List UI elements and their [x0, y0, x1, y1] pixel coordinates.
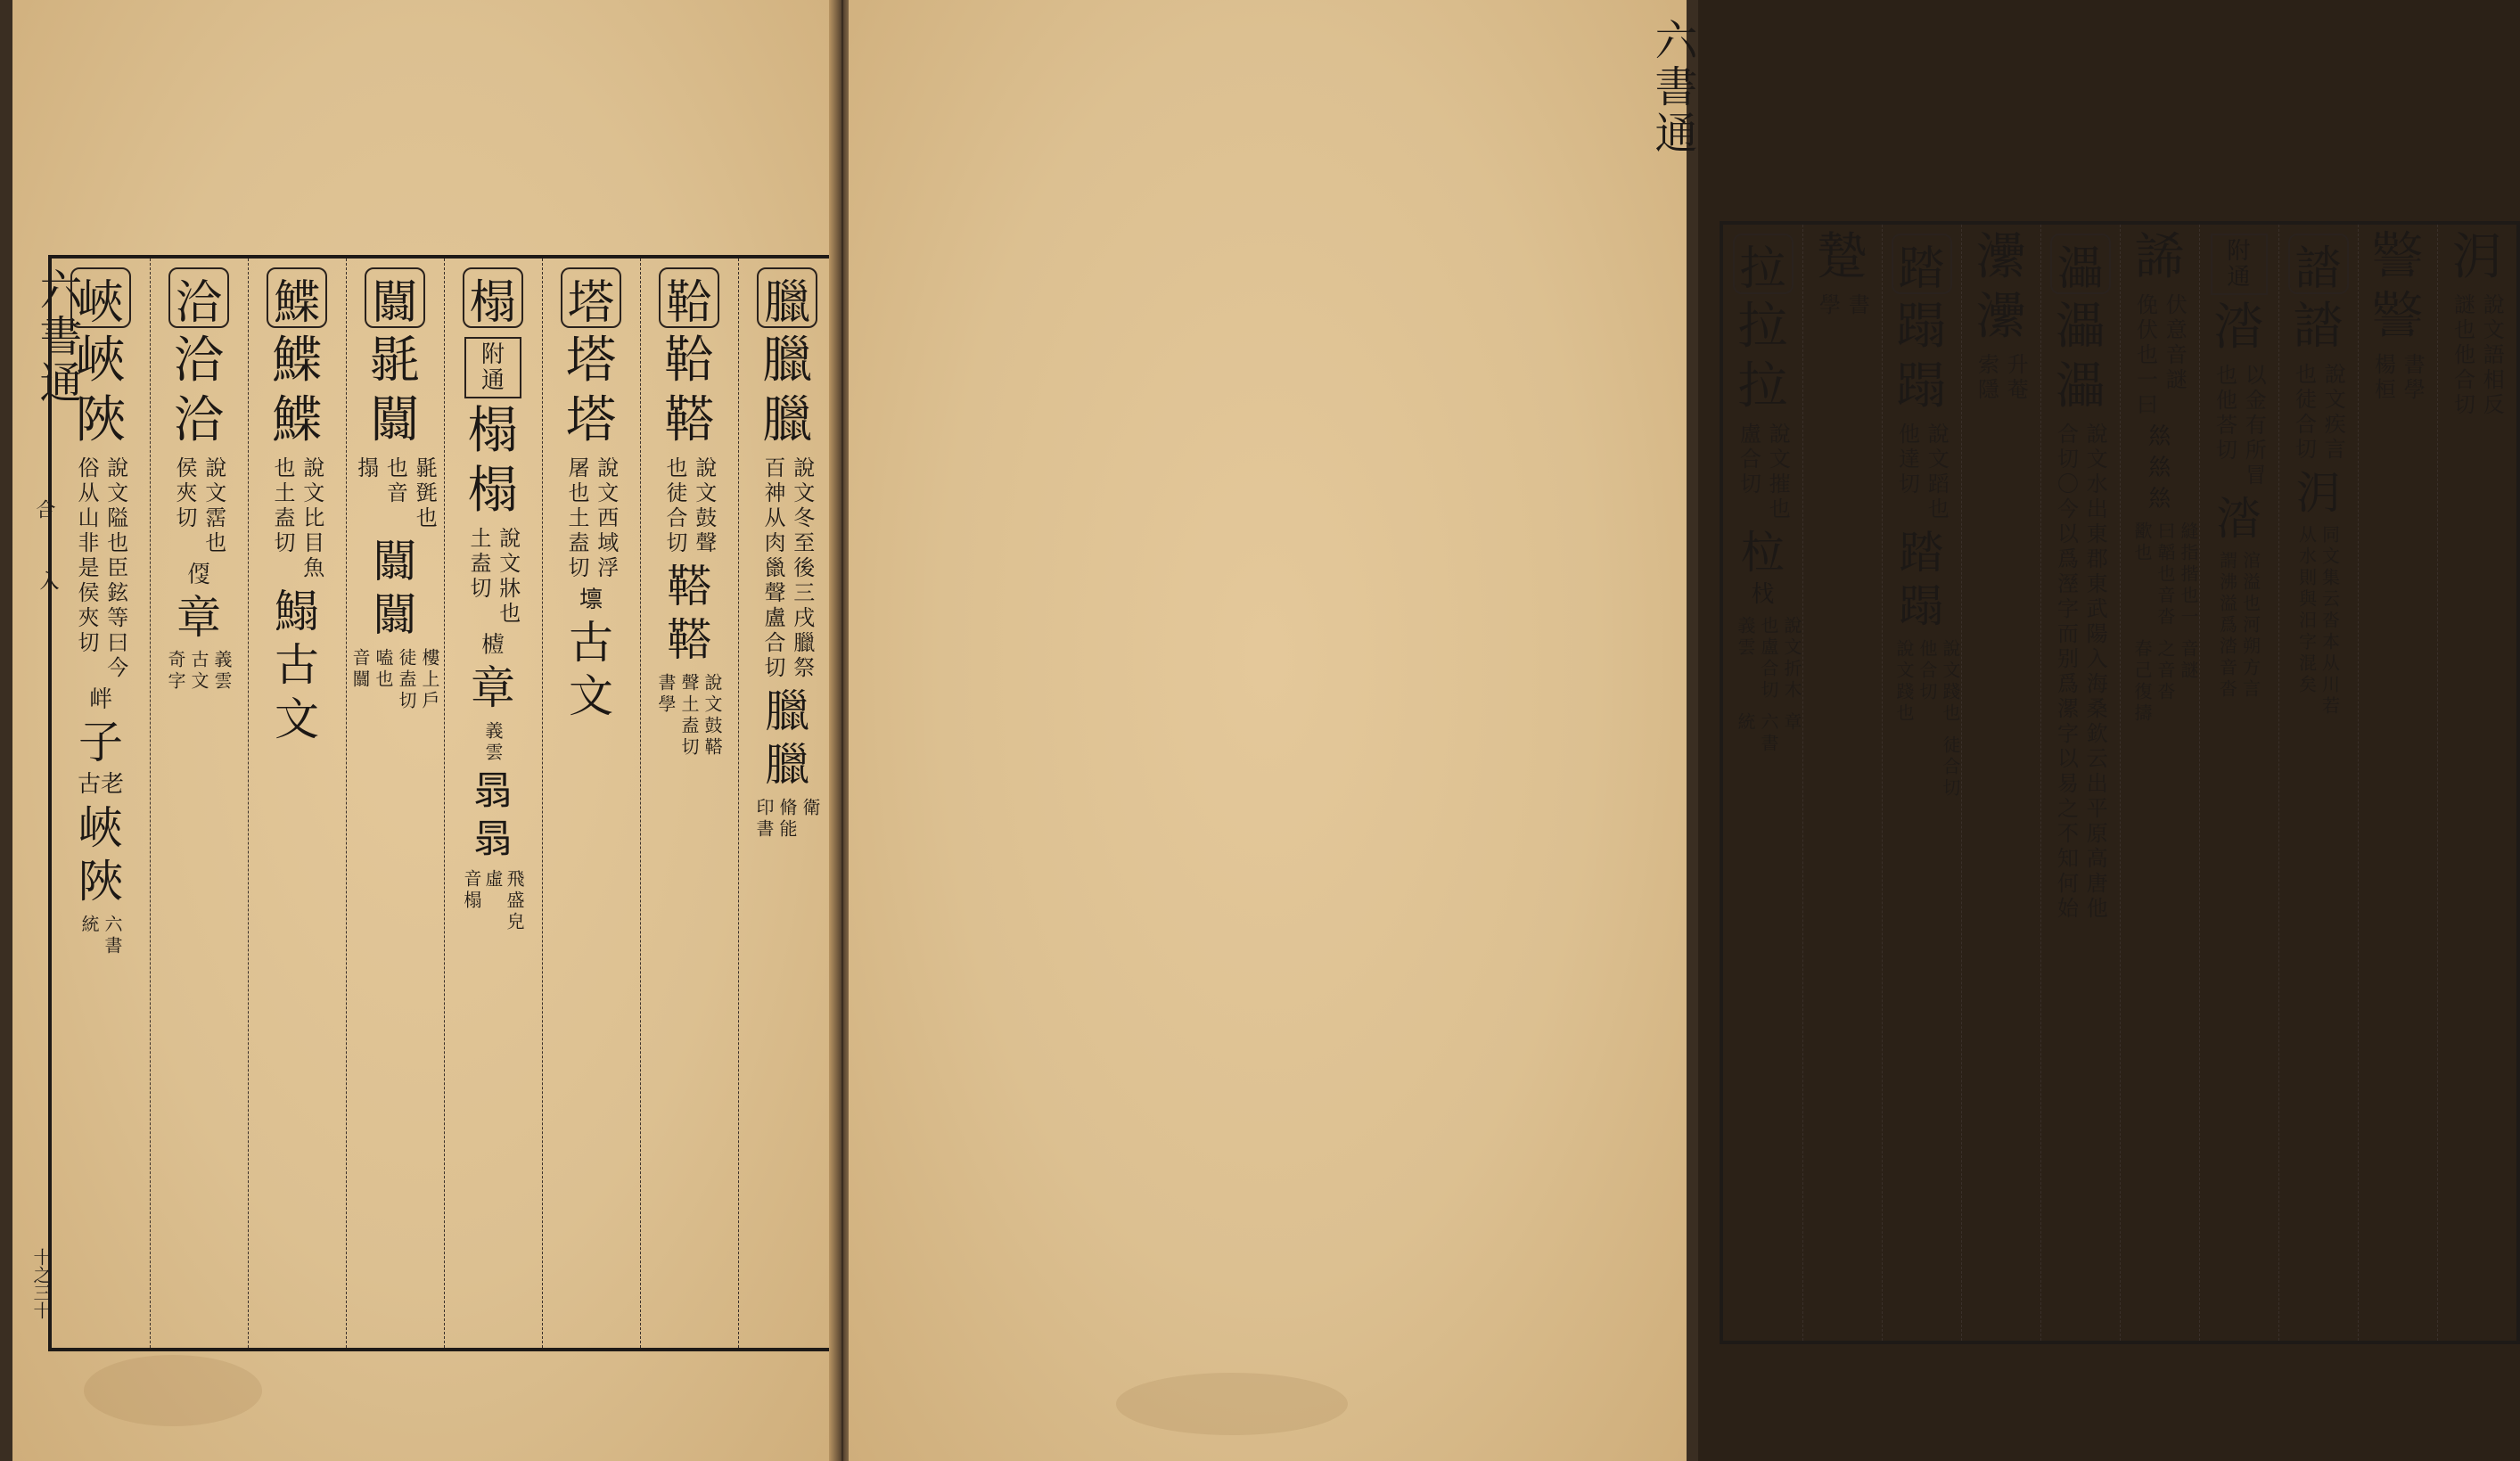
seal-script-glyph: 誻	[2293, 298, 2344, 356]
seal-script-glyph: 峽	[76, 332, 126, 390]
entry-headword-box: 鰈	[267, 267, 327, 328]
variant-glyph: 陜	[78, 856, 123, 908]
entry-headword-box: 榻	[463, 267, 523, 328]
variant-glyph: 臘	[765, 739, 809, 792]
variant-glyph: 文	[569, 670, 613, 723]
seal-script-glyph: 𧭁	[2372, 287, 2423, 346]
annotation-group	[269, 447, 324, 581]
source-note: 徒盍切	[396, 647, 417, 712]
source-note: 聲土盍切	[678, 672, 700, 759]
source-note: 義雲	[211, 650, 233, 694]
source-note: 印書	[753, 797, 775, 841]
variant-glyph: 章	[471, 662, 515, 715]
variant-glyph: 𠊳	[186, 561, 210, 588]
annotation-text: 毾㲪也	[412, 456, 438, 531]
variant-glyph: 闒	[373, 535, 417, 587]
source-note: 春己復擣	[2131, 638, 2153, 725]
annotation-text: 索隱	[1974, 352, 1999, 403]
annotation-text: 謎也他合切	[2450, 292, 2475, 418]
entry-headword-box: 誻	[2288, 234, 2349, 294]
source-note-group	[2296, 516, 2341, 718]
right-page	[849, 0, 2505, 1461]
appendix-marker-char: 附	[480, 341, 505, 368]
seal-script-glyph: 𧭁	[2372, 228, 2423, 286]
source-note-group	[2217, 542, 2261, 701]
annotation-text: 書	[1844, 292, 1870, 318]
variant-glyph: 古	[569, 616, 613, 669]
seal-script-glyph: 㳉	[2451, 228, 2502, 286]
seal-script-glyph: 洽	[174, 390, 224, 449]
source-note-group	[1882, 630, 1961, 800]
annotation-text: 俗从山非是侯夾切	[74, 456, 99, 656]
source-note-group	[1723, 607, 1802, 755]
source-note: 歠也	[2131, 521, 2153, 564]
annotation-text: 也他荅切	[2212, 363, 2237, 464]
appendix-marker	[2211, 234, 2268, 295]
variant-glyph: 古老	[77, 771, 124, 799]
seal-script-glyph: 毾	[370, 332, 420, 390]
seal-script-glyph: 㵽	[2055, 357, 2105, 415]
appendix-glyph: 𦐇	[473, 816, 513, 862]
left-page	[12, 0, 841, 1461]
folio-number: 十之三十	[30, 1248, 52, 1319]
annotation-text: 也土盍切	[270, 456, 295, 556]
annotation-text: 俛伏也一曰	[2132, 292, 2158, 418]
entry-column	[1961, 225, 2040, 1341]
source-note: 嗑也	[373, 647, 394, 691]
annotation-group	[2132, 284, 2188, 418]
seal-script-glyph: 洽	[174, 332, 224, 390]
source-note: 六書	[102, 914, 123, 957]
variant-glyph: 𣛼	[480, 631, 505, 659]
annotation-text: 說文語相反	[2479, 292, 2505, 418]
appendix-marker-char: 附	[2227, 238, 2251, 265]
entry-column	[738, 259, 836, 1348]
seal-script-glyph: 榻	[468, 461, 518, 520]
seal-script-glyph: 臘	[762, 390, 812, 449]
annotation-text: 屠也土盍切	[564, 456, 589, 581]
entry-headword-box: 鞈	[659, 267, 719, 328]
margin-title-left: 六書通	[32, 267, 82, 406]
entry-column	[444, 259, 542, 1348]
source-note: 書學	[655, 672, 677, 716]
source-note: 也盧合切	[1758, 616, 1779, 702]
variant-glyph: 臘	[765, 685, 809, 737]
variant-glyph: 章	[176, 591, 221, 644]
variant-glyph: 𢇃	[2147, 486, 2171, 513]
entry-headword-box: 峽	[70, 267, 131, 328]
variant-glyph: 𢇃	[2147, 455, 2171, 482]
entry-column	[1882, 225, 1961, 1341]
source-note: 涫溢也河朔方言	[2239, 551, 2261, 702]
margin-rhyme: 合	[33, 499, 55, 519]
annotation-text: 說文摧也	[1765, 422, 1791, 522]
entry-headword-box: 㵽	[2050, 234, 2111, 294]
variant-glyph: 蹋	[1899, 580, 1944, 633]
variant-glyph: 子	[78, 716, 123, 768]
appendix-note: 飛盛皃	[504, 868, 525, 933]
appendix-note: 虛	[482, 868, 504, 891]
source-note: 說文踐也	[1940, 638, 1961, 725]
variant-glyph: 峽	[78, 801, 123, 854]
source-note: 統	[1735, 712, 1756, 735]
variant-glyph: 古	[275, 639, 319, 692]
source-note: 古文	[188, 650, 209, 694]
variant-glyph: 𣏾	[1751, 581, 1775, 609]
source-note: 他合切	[1917, 638, 1938, 703]
margin-title-right: 六書通	[1647, 18, 1697, 157]
source-note: 衛	[800, 797, 821, 819]
seal-script-glyph: 拉	[1737, 298, 1788, 356]
annotation-text: 百神从肉巤聲盧合切	[760, 456, 785, 681]
source-note: 義雲	[1735, 616, 1756, 660]
entry-headword-box: 塔	[561, 267, 621, 328]
annotation-text: 說文水出東郡東武陽入海桑欽云出平原高唐他	[2082, 422, 2108, 922]
annotation-group	[759, 447, 815, 681]
annotation-group	[2370, 344, 2426, 403]
source-note: 統	[78, 914, 100, 936]
annotation-text: 升菴	[2003, 352, 2029, 403]
source-note-group	[753, 789, 821, 841]
source-note-group	[349, 639, 440, 712]
seal-script-glyph: 鰈	[272, 332, 322, 390]
seal-script-glyph: 蹋	[1896, 298, 1947, 356]
variant-glyph: 𡒄	[579, 586, 603, 613]
source-note: 章	[1781, 712, 1802, 735]
annotation-text: 書學	[2400, 352, 2426, 403]
source-note: 从水則與汨字混矣	[2295, 525, 2318, 697]
source-note: 脩能	[776, 797, 798, 841]
entry-column	[2199, 225, 2278, 1341]
source-note: 之音沓	[2155, 638, 2176, 703]
appendix-marker-char: 通	[2227, 263, 2251, 291]
annotation-text: 說文隘也臣鉉等曰今	[103, 456, 128, 681]
seal-script-glyph: 拉	[1737, 357, 1788, 415]
seal-script-glyph: 㵽	[2055, 298, 2105, 356]
source-note: 說文踐也	[1893, 638, 1915, 725]
annotation-group	[2053, 414, 2108, 922]
annotation-group	[2212, 355, 2267, 488]
source-note: 六書	[1758, 712, 1779, 756]
entry-column	[2120, 225, 2199, 1341]
source-note: 音謎	[2178, 638, 2199, 682]
annotation-group	[2291, 354, 2346, 463]
entry-column	[2437, 225, 2516, 1341]
appendix-marker-char: 通	[480, 366, 505, 394]
source-note: 縫指揩也一	[2178, 521, 2199, 628]
source-note: 奇字	[165, 650, 186, 694]
variant-glyph: 𢇃	[2147, 423, 2171, 450]
entry-column	[150, 259, 248, 1348]
source-note: 同文集云沓本从川若	[2319, 525, 2341, 718]
source-note-group	[482, 712, 504, 764]
annotation-group	[465, 518, 521, 627]
entry-headword-box: 拉	[1733, 234, 1794, 294]
variant-glyph: 鞳	[667, 560, 711, 612]
appendix-marker	[464, 337, 521, 398]
annotation-group	[171, 447, 226, 556]
seal-script-glyph: 塔	[566, 332, 616, 390]
annotation-group	[1815, 284, 1870, 318]
annotation-text: 說文鼓聲	[691, 456, 717, 556]
variant-glyph: 鰨	[275, 585, 319, 637]
source-note: 樓上戶	[419, 647, 440, 712]
source-note-group	[165, 641, 233, 693]
variant-glyph: 闒	[373, 589, 417, 642]
annotation-text: 說文霑也	[201, 456, 226, 556]
entry-column	[52, 259, 150, 1348]
left-text-frame	[48, 255, 840, 1351]
annotation-text: 說文牀也	[495, 526, 521, 627]
annotation-group	[1736, 414, 1791, 522]
variant-glyph: 涾	[2216, 492, 2261, 545]
annotation-group	[563, 447, 619, 581]
entry-column	[1723, 225, 1802, 1341]
variant-glyph: 踏	[1899, 526, 1944, 579]
variant-glyph: 㳉	[2295, 466, 2341, 519]
appendix-note-group	[461, 860, 525, 933]
entry-column	[542, 259, 640, 1348]
seal-script-glyph: 䠟	[1817, 228, 1867, 286]
entry-headword-box: 踏	[1892, 234, 1952, 294]
variant-glyph: 𡶡	[88, 685, 112, 713]
annotation-text: 也徒合切	[662, 456, 687, 556]
seal-script-glyph: 陜	[76, 390, 126, 449]
annotation-group	[661, 447, 717, 556]
seal-script-glyph: 榻	[468, 402, 518, 461]
source-note: 曰韜也音沓	[2155, 521, 2176, 628]
annotation-text: 學	[1815, 292, 1841, 318]
right-text-frame	[1720, 221, 2520, 1344]
annotation-text: 楊桓	[2370, 352, 2396, 403]
entry-column	[2278, 225, 2358, 1341]
margin-section: 入	[37, 570, 59, 590]
entry-headword-box: 洽	[168, 267, 229, 328]
variant-glyph: 柆	[1740, 526, 1785, 579]
entry-column	[2358, 225, 2437, 1341]
annotation-text: 他達切	[1894, 422, 1920, 497]
source-note-group	[78, 906, 123, 957]
annotation-text: 土盍切	[466, 526, 491, 602]
seal-script-glyph: 䛥	[2134, 228, 2185, 286]
annotation-text: 搨	[353, 456, 379, 481]
seal-script-glyph: 闒	[370, 390, 420, 449]
annotation-text: 合切〇今以爲溼字而别爲漯字以易之不知何始	[2053, 422, 2079, 922]
annotation-group	[73, 447, 128, 681]
seal-script-glyph: 臘	[762, 332, 812, 390]
paper-stain	[1116, 1373, 1348, 1435]
annotation-text: 說文西域浮	[593, 456, 619, 581]
seal-script-glyph: 㶟	[1975, 228, 2026, 286]
appendix-glyph: 𦐇	[473, 767, 513, 814]
seal-script-glyph: 鰈	[272, 390, 322, 449]
source-note: 說文鼓鞳	[702, 672, 723, 759]
source-note: 義雲	[482, 720, 504, 764]
annotation-text: 侯夾切	[172, 456, 197, 531]
seal-script-glyph: 鞳	[664, 390, 714, 449]
annotation-text: 說文冬至後三戌臘祭	[789, 456, 815, 681]
annotation-group	[1894, 414, 1950, 522]
source-note: 謂沸溢爲涾音沓	[2216, 551, 2238, 702]
annotation-text: 說文比目魚	[299, 456, 324, 581]
entry-headword-box: 臘	[757, 267, 817, 328]
annotation-text: 伏意音謎	[2162, 292, 2188, 393]
source-note-group	[655, 664, 723, 759]
annotation-text: 盧合切	[1736, 422, 1761, 497]
seal-script-glyph: 㶟	[1975, 287, 2026, 346]
annotation-text: 也徒合切	[2291, 362, 2317, 463]
annotation-text: 也音	[382, 456, 408, 506]
annotation-text: 說文蹈也	[1924, 422, 1950, 522]
entry-column	[2040, 225, 2120, 1341]
annotation-group	[1974, 344, 2029, 403]
paper-stain	[84, 1355, 262, 1426]
seal-script-glyph: 塔	[566, 390, 616, 449]
source-note-group	[2120, 513, 2199, 725]
entry-headword-box: 闒	[365, 267, 425, 328]
seal-script-glyph: 鞈	[664, 332, 714, 390]
annotation-group	[353, 447, 437, 531]
entry-column	[640, 259, 738, 1348]
variant-glyph: 鞳	[667, 614, 711, 667]
appendix-note: 音榻	[461, 868, 482, 912]
annotation-text: 說文疾言	[2320, 362, 2346, 463]
annotation-group	[2450, 284, 2505, 418]
entry-column	[248, 259, 346, 1348]
entry-column	[346, 259, 444, 1348]
annotation-text: 以金有所冒	[2241, 363, 2267, 488]
seal-script-glyph: 蹋	[1896, 357, 1947, 415]
source-note: 徒合切	[1940, 735, 1961, 800]
source-note: 說文折木	[1781, 616, 1802, 702]
seal-script-glyph: 涾	[2213, 299, 2264, 357]
entry-column	[1802, 225, 1882, 1341]
variant-glyph: 文	[275, 693, 319, 745]
source-note: 音闒	[349, 647, 371, 691]
